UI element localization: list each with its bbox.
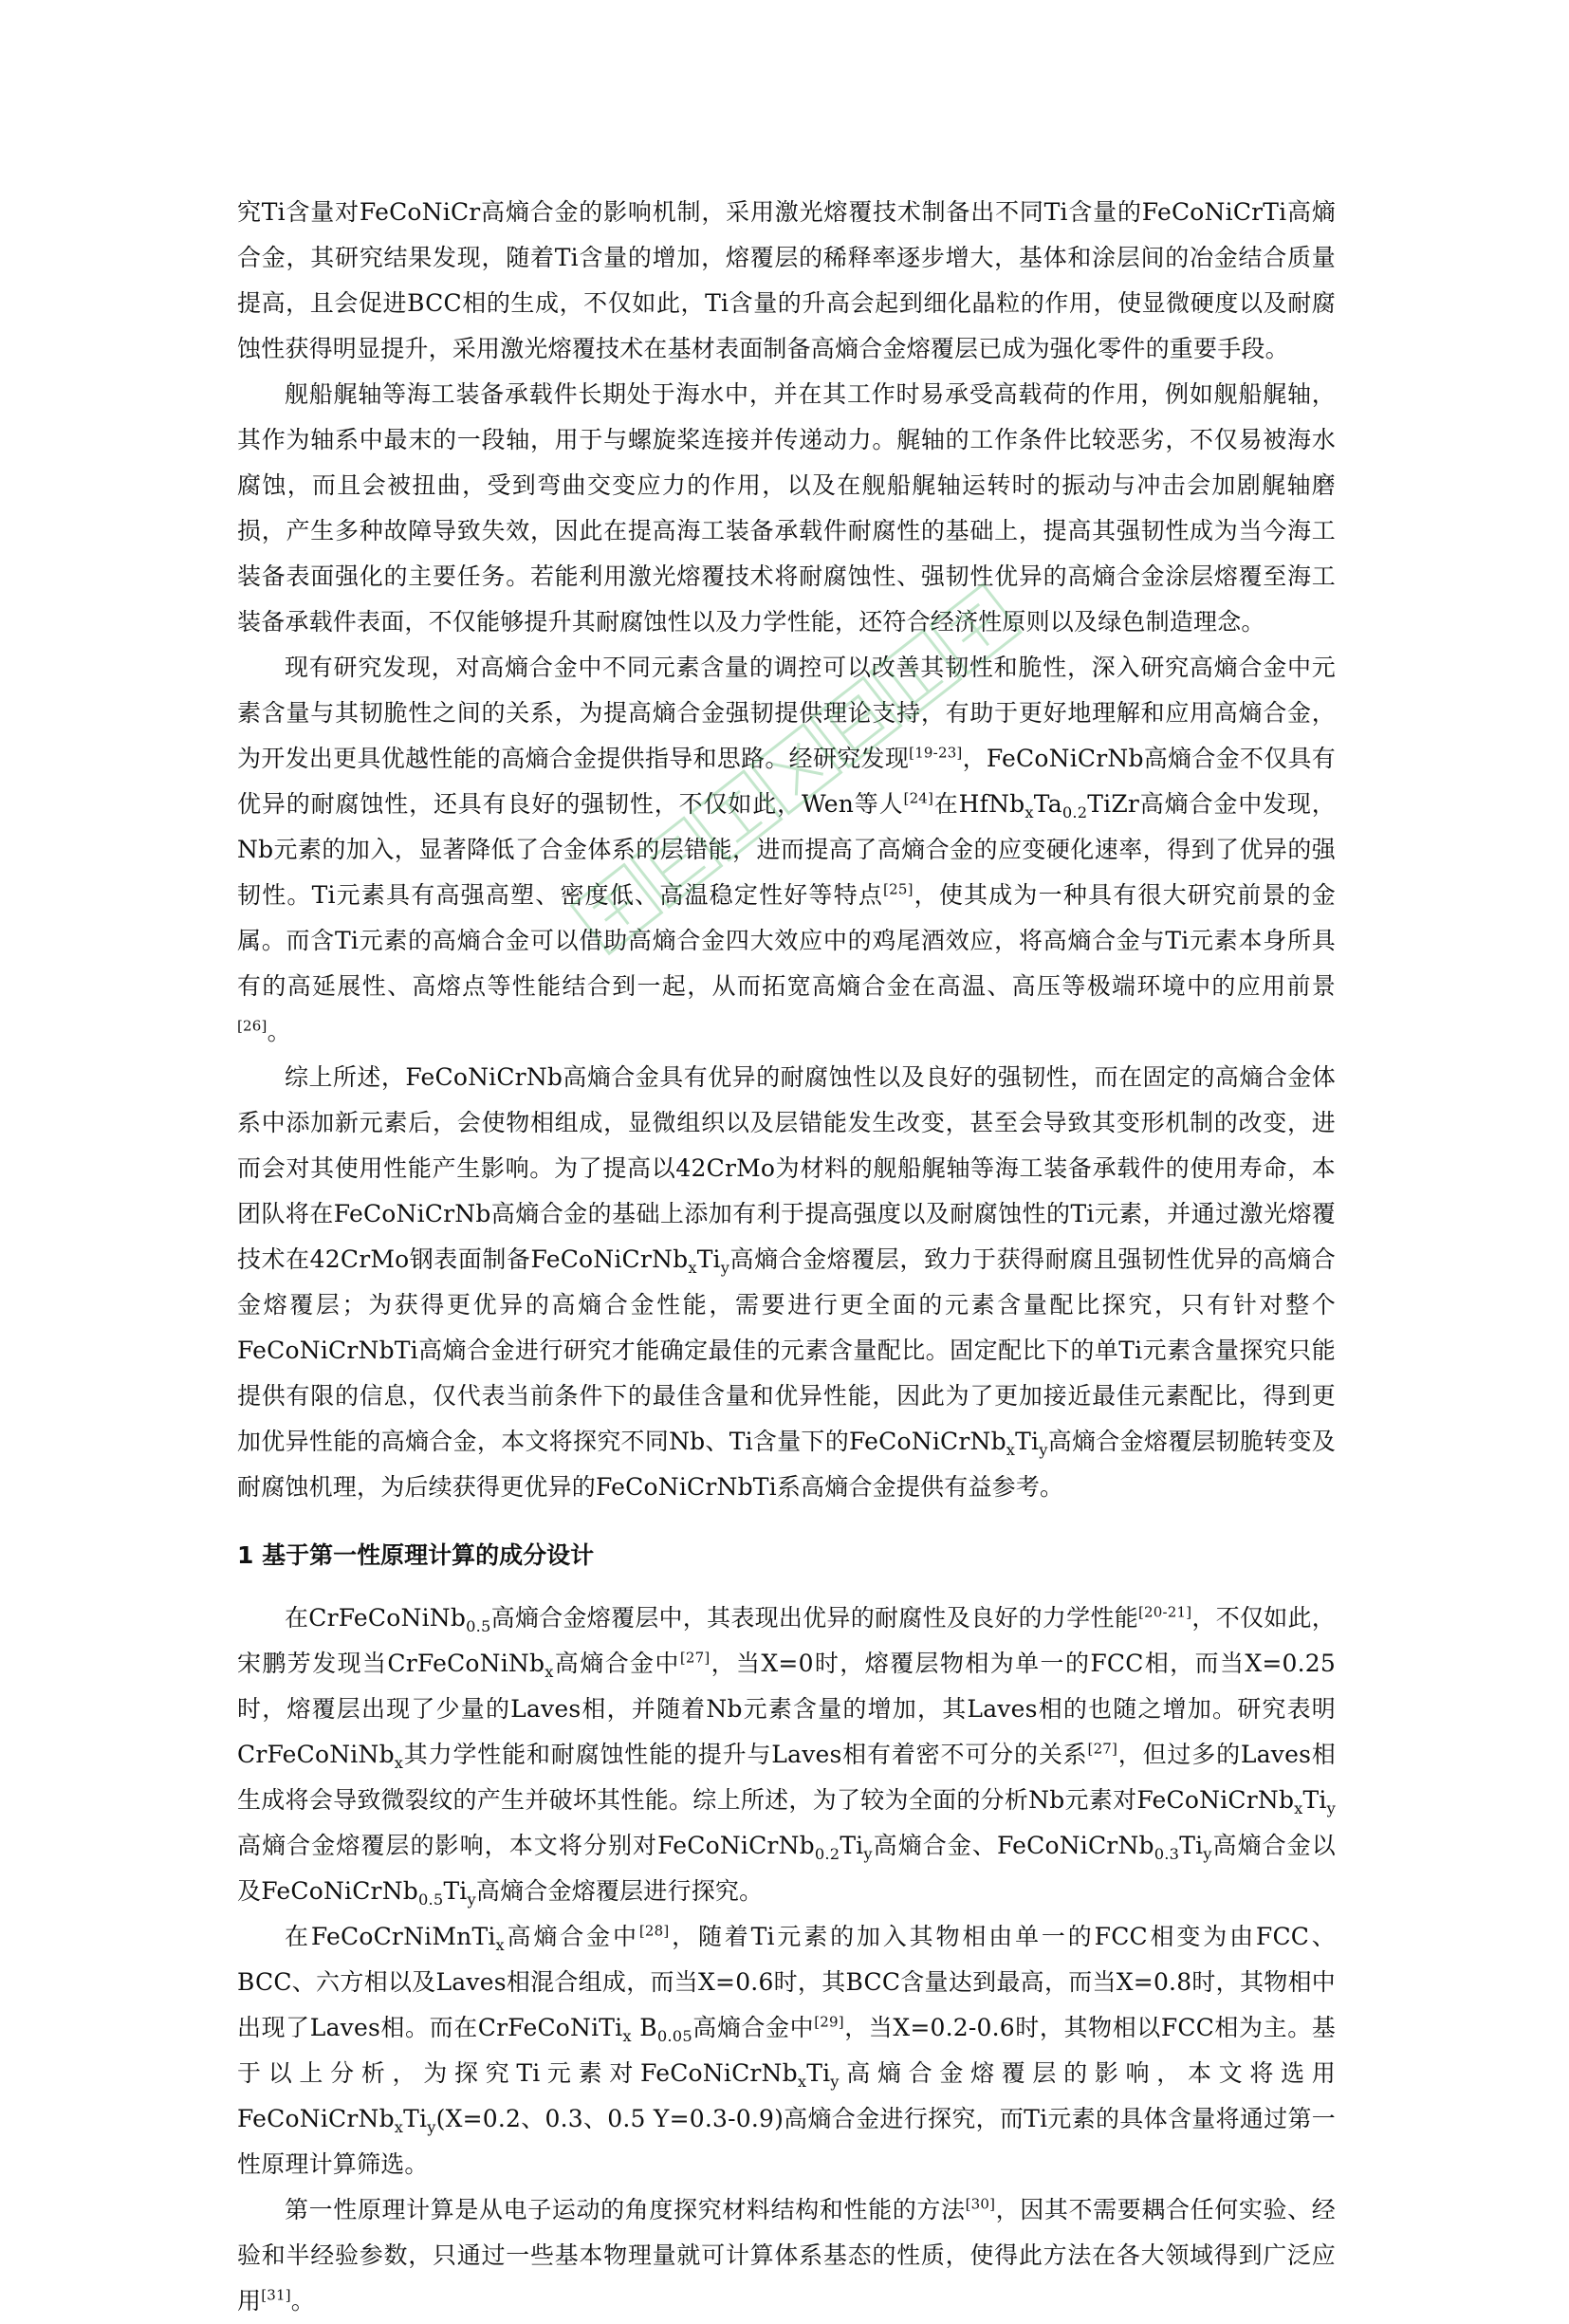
citation: [25] bbox=[883, 880, 914, 898]
citation: [27] bbox=[679, 1649, 711, 1667]
paragraph-7: 第一性原理计算是从电子运动的角度探究材料结构和性能的方法[30]，因其不需要耦合任何实验、经验和半经验参数，只通过一些基本物理量就可计算体系基态的性质，使得此方法在各大领域得到广泛应用[31]。 bbox=[237, 2195, 1336, 2315]
citation: [24] bbox=[903, 789, 934, 807]
paper-body bbox=[237, 190, 1336, 2324]
citation: [30] bbox=[965, 2195, 996, 2213]
paragraph-3: 现有研究发现，对高熵合金中不同元素含量的调控可以改善其韧性和脆性，深入研究高熵合金中元素含量与其韧脆性之间的关系，为提高熵合金强韧提供理论支持，有助于更好地理解和应用高熵合金，为开发出更具优越性能的高熵合金提供指导和思路。经研究发现[19-23]，FeCoNiCrNb高熵合金不仅具有优异的耐腐蚀性，还具有良好的强韧性，不仅如此，Wen等人[24]在$HfNb_xTa_{0.2}TiZr$高熵合金中发现，Nb元素的加入，显著降低了合金体系的层错能，进而提高了高熵合金的应变硬化速率，得到了优异的强韧性。Ti元素具有高强高塑、密度低、高温稳定性好等特点[25]，使其成为一种具有很大研究前景的金属。而含Ti元素的高熵合金可以借助高熵合金四大效应中的鸡尾酒效应，将高熵合金与Ti元素本身所具有的高延展性、高熔点等性能结合到一起，从而拓宽高熵合金在高温、高压等极端环境中的应用前景[26]。 bbox=[237, 654, 1336, 1045]
citation: [27] bbox=[1087, 1740, 1118, 1758]
paragraph-5: 在CrFeCoNiNb$_{0.5}$高熵合金熔覆层中，其表现出优异的耐腐性及良好的力学性能[20-21]，不仅如此，宋鹏芳发现当CrFeCoNiNb$_x$高熵合金中[27]，当X=0时，熔覆层物相为单一的FCC相，而当X=0.25时，熔覆层出现了少量的Laves相，并随着Nb元素含量的增加，其Laves相的也随之增加。研究表明CrFeCoNiNb$_x$其力学性能和耐腐蚀性能的提升与Laves相有着密不可分的关系[27]，但过多的Laves相生成将会导致微裂纹的产生并破坏其性能。综上所述，为了较为全面的分析Nb元素对$FeCoNiCrNb_xTi_y$高熵合金熔覆层的影响，本文将分别对$FeCoNiCrNb_{0.2}Ti_y$高熵合金、$FeCoNiCrNb_{0.3}Ti_y$高熵合金以及$FeCoNiCrNb_{0.5}Ti_y$高熵合金熔覆层进行探究。 bbox=[237, 1603, 1337, 1909]
citation: [31] bbox=[261, 2286, 291, 2304]
citation: [28] bbox=[638, 1922, 670, 1940]
section-heading: 1 基于第一性原理计算的成分设计 bbox=[237, 1541, 595, 1569]
paragraph-4: 综上所述，FeCoNiCrNb高熵合金具有优异的耐腐蚀性以及良好的强韧性，而在固定的高熵合金体系中添加新元素后，会使物相组成，显微组织以及层错能发生改变，甚至会导致其变形机制的改变，进而会对其使用性能产生影响。为了提高以42CrMo为材料的舰船艉轴等海工装备承载件的使用寿命，本团队将在FeCoNiCrNb高熵合金的基础上添加有利于提高强度以及耐腐蚀性的Ti元素，并通过激光熔覆技术在42CrMo钢表面制备$FeCoNiCrNb_xTi_y$高熵合金熔覆层，致力于获得耐腐且强韧性优异的高熵合金熔覆层；为获得更优异的高熵合金性能，需要进行更全面的元素含量配比探究，只有针对整个FeCoNiCrNbTi高熵合金进行研究才能确定最佳的元素含量配比。固定配比下的单Ti元素含量探究只能提供有限的信息，仅代表当前条件下的最佳含量和优异性能，因此为了更加接近最佳元素配比，得到更加优异性能的高熵合金，本文将探究不同Nb、Ti含量下的$FeCoNiCrNb_xTi_y$高熵合金熔覆层韧脆转变及耐腐蚀机理，为后续获得更优异的FeCoNiCrNbTi系高熵合金提供有益参考。 bbox=[237, 1063, 1337, 1501]
citation: [20-21] bbox=[1138, 1603, 1192, 1621]
citation: [26] bbox=[237, 1017, 268, 1035]
paragraph-2: 舰船艉轴等海工装备承载件长期处于海水中，并在其工作时易承受高载荷的作用，例如舰船艉轴，其作为轴系中最末的一段轴，用于与螺旋桨连接并传递动力。艉轴的工作条件比较恶劣，不仅易被海水腐蚀，而且会被扭曲，受到弯曲交变应力的作用，以及在舰船艉轴运转时的振动与冲击会加剧艉轴磨损，产生多种故障导致失效，因此在提高海工装备承载件耐腐性的基础上，提高其强韧性成为当今海工装备表面强化的主要任务。若能利用激光熔覆技术将耐腐蚀性、强韧性优异的高熵合金涂层熔覆至海工装备承载件表面，不仅能够提升其耐腐蚀性以及力学性能，还符合经济性原则以及绿色制造理念。 bbox=[237, 380, 1336, 636]
paragraph-6: 在FeCoCrNiMnTi$_x$高熵合金中[28]，随着Ti元素的加入其物相由单一的FCC相变为由FCC、BCC、六方相以及Laves相混合组成，而当X=0.6时，其BCC含量达到最高，而当X=0.8时，其物相中出现了Laves相。而在CrFeCoNiTi$_x$ $B_{0.05}$高熵合金中[29]，当X=0.2-0.6时，其物相以FCC相为主。基于以上分析，为探究Ti元素对$FeCoNiCrNb_xTi_y$高熵合金熔覆层的影响，本文将选用$FeCoNiCrNb_xTi_y(X=0.2$、0.3、0.5 Y=0.3-0.9)高熵合金进行探究，而Ti元素的具体含量将通过第一性原理计算筛选。 bbox=[237, 1922, 1337, 2178]
citation: [29] bbox=[814, 2013, 844, 2031]
citation: [19-23] bbox=[909, 744, 963, 762]
paragraph-1: 究Ti含量对FeCoNiCr高熵合金的影响机制，采用激光熔覆技术制备出不同Ti含量的FeCoNiCrTi高熵合金，其研究结果发现，随着Ti含量的增加，熔覆层的稀释率逐步增大，基体和涂层间的冶金结合质量提高，且会促进BCC相的生成，不仅如此，Ti含量的升高会起到细化晶粒的作用，使显微硬度以及耐腐蚀性获得明显提升，采用激光熔覆技术在基材表面制备高熵合金熔覆层已成为强化零件的重要手段。 bbox=[237, 198, 1336, 362]
